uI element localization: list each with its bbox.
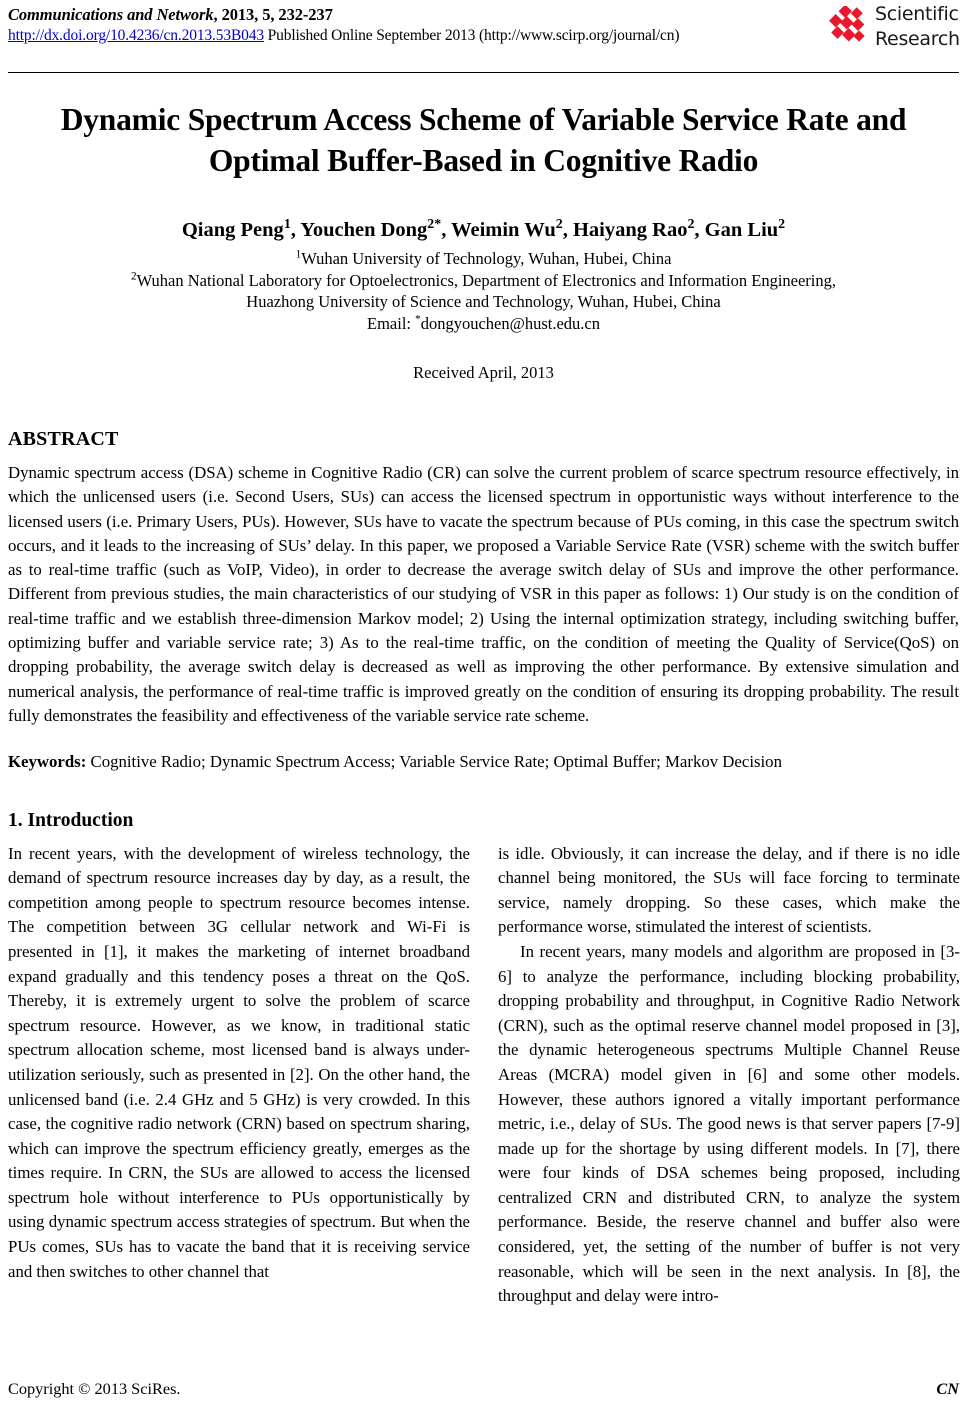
- abstract-body: Dynamic spectrum access (DSA) scheme in Cognitive Radio (CR) can solve the current problem of scarce spectrum resource effectively, in which the unlicensed users (i.e. Second Users, SUs) can access the licensed spectrum in opportunistic ways without interference to the licensed users (i.e. Primary Users, PUs). However, SUs have to vacate the spectrum because of PUs coming, in this case the spectrum switch occurs, and it leads to the increasing of SUs’ delay. In this paper, we proposed a Variable Service Rate (VSR) scheme with the switch buffer as to real-time traffic (such as VoIP, Video), in order to decrease the average switch delay of SUs and improve the other performance. Different from previous studies, the main characteristics of our studying of VSR in this paper as follows: 1) Our study is on the condition of real-time traffic and we establish three-dimension Markov model; 2) Using the internal optimization strategy, including switching buffer, optimizing buffer and variable service rate; 3) As to the real-time traffic, on the condition of meeting the Quality of Service(QoS) on dropping probability, the average switch delay is decreased as well as improving the other performance. By extensive simulation and numerical analysis, the performance of real-time traffic is improved greatly on the condition of ensuring its dropping probability. The result fully demonstrates the feasibility and effectiveness of the variable service rate scheme.: [8, 463, 959, 725]
- author-affil-marker: 2: [778, 217, 786, 233]
- journal-volume-pages: , 2013, 5, 232-237: [213, 5, 333, 24]
- author-name: [573, 219, 694, 241]
- paper-title: Dynamic Spectrum Access Scheme of Variable Service Rate and Optimal Buffer-Based in Cognitive Radio: [60, 102, 907, 178]
- author-affil-marker: 1: [283, 217, 291, 233]
- author-separator: ,: [290, 219, 301, 241]
- body-columns: [8, 809, 959, 1309]
- author-name-text: Youchen Dong: [300, 219, 428, 241]
- author-name-text: Haiyang Rao: [572, 219, 688, 241]
- email-address[interactable]: dongyouchen@hust.edu.cn: [420, 313, 600, 333]
- received-date: Received April, 2013: [413, 363, 554, 382]
- affiliation-item: [8, 270, 959, 292]
- author-name-text: Gan Liu: [704, 219, 779, 241]
- scientific-research-logo: [827, 2, 959, 54]
- paragraph: In recent years, with the development of wireless technology, the demand of spectrum resource increases day by day, as a result, the competition among people to spectrum resource becomes intense. The competition between 3G cellular network and Wi-Fi is presented in [1], it makes the marketing of internet broadband expand gradually and this tendency poses a threat on the QoS. Thereby, it is extremely urgent to solve the problem of scarce spectrum resource. However, as we know, in traditional static spectrum allocation scheme, most licensed band is always under-utilization seriously, such as presented in [2]. On the other hand, the unlicensed band (i.e. 2.4 GHz and 5 GHz) is very crowded. In this case, the cognitive radio network (CRN) based on spectrum sharing, which can improve the spectrum efficiency greatly, emerges as the times require. In CRN, the SUs are allowed to access the licensed spectrum hole without interference to PUs opportunistically by using dynamic spectrum access strategies of spectrum. But when the PUs comes, SUs has to vacate the band that it is receiving service and then switches to other channel that: [8, 843, 470, 1281]
- paragraph: In recent years, many models and algorithm are proposed in [3-6] to analyze the performance, including blocking probability, dropping probability and throughput, in Cognitive Radio Network (CRN), such as the optimal reserve channel model proposed in [3], the dynamic heterogeneous spectrums Multiple Channel Reuse Areas (MCRA) model given in [6] and some other models. However, these authors ignored a vitally important performance metric, i.e., delay of SUs. The good news is that server papers [7-9] made up for the shortage by using different models. In [7], there were four kinds of DSA schemes being proposed, including centralized CRN and distributed CRN, to analyze the system performance. Beside, the reserve channel and buffer also were considered, yet, the setting of the number of buffer is not very reasonable, which will be seen in the next analysis. In [8], the throughput and delay were intro-: [498, 941, 960, 1306]
- doi-line: [8, 25, 808, 46]
- journal-abbreviation: CN: [936, 1379, 959, 1398]
- publication-info: Published Online September 2013 (http://www.scirp.org/journal/cn): [263, 27, 680, 44]
- logo-word-scientific: Scientific: [875, 3, 959, 25]
- affiliation-item: [8, 291, 959, 313]
- masthead-text-block: [8, 4, 808, 46]
- author-separator: ,: [441, 219, 452, 241]
- column-top-spacer: [498, 809, 960, 842]
- author-affil-marker: 2*: [427, 217, 442, 233]
- affiliation-text: Wuhan University of Technology, Wuhan, Hubei, China: [301, 249, 672, 268]
- affiliation-marker: 2: [130, 270, 137, 282]
- section-heading-introduction: 1. Introduction: [8, 809, 134, 831]
- affiliation-block: [8, 248, 959, 334]
- author-name: [705, 219, 785, 241]
- abstract-heading: ABSTRACT: [8, 428, 119, 450]
- author-separator: ,: [694, 219, 705, 241]
- right-column: [498, 809, 960, 1309]
- paragraph: is idle. Obviously, it can increase the delay, and if there is no idle channel being monitored, the SUs will face forcing to terminate service, namely dropping. So these cases, which make the performance worse, stimulated the interest of scientists.: [498, 843, 960, 937]
- affiliation-text: Wuhan National Laboratory for Optoelectronics, Department of Electronics and Information Engineering,: [136, 270, 837, 290]
- author-affil-marker: 2: [687, 217, 695, 233]
- keywords-list: Cognitive Radio; Dynamic Spectrum Access; Variable Service Rate; Optimal Buffer; Markov Decision: [90, 752, 782, 772]
- email-line: [8, 313, 959, 335]
- keywords-block: [8, 750, 959, 774]
- left-column: [8, 809, 470, 1285]
- author-name-text: Qiang Peng: [181, 219, 284, 241]
- affiliation-marker: 1: [295, 248, 302, 261]
- header-divider: [8, 72, 959, 73]
- email-marker: *: [415, 313, 421, 325]
- logo-wordmark: [875, 2, 960, 51]
- author-affil-marker: 2: [555, 217, 563, 233]
- author-name: [300, 219, 441, 241]
- running-header: [8, 0, 959, 64]
- journal-citation-line: [8, 4, 808, 25]
- keywords-label: Keywords:: [8, 752, 87, 772]
- author-separator: ,: [562, 219, 573, 241]
- author-name: [182, 219, 291, 241]
- copyright-notice: Copyright © 2013 SciRes.: [8, 1379, 181, 1398]
- author-name-text: Weimin Wu: [451, 219, 556, 241]
- logo-word-research: Research: [875, 27, 960, 50]
- journal-name: Communications and Network: [8, 5, 214, 24]
- affiliation-item: [8, 248, 959, 270]
- author-list: [8, 217, 959, 244]
- author-name: [451, 219, 563, 241]
- diamond-cluster-icon: [827, 6, 871, 50]
- doi-link[interactable]: http://dx.doi.org/10.4236/cn.2013.53B043: [8, 27, 264, 44]
- email-label: Email:: [367, 313, 416, 333]
- affiliation-text: Huazhong University of Science and Technology, Wuhan, Hubei, China: [246, 292, 721, 311]
- page-footer: [8, 1379, 959, 1399]
